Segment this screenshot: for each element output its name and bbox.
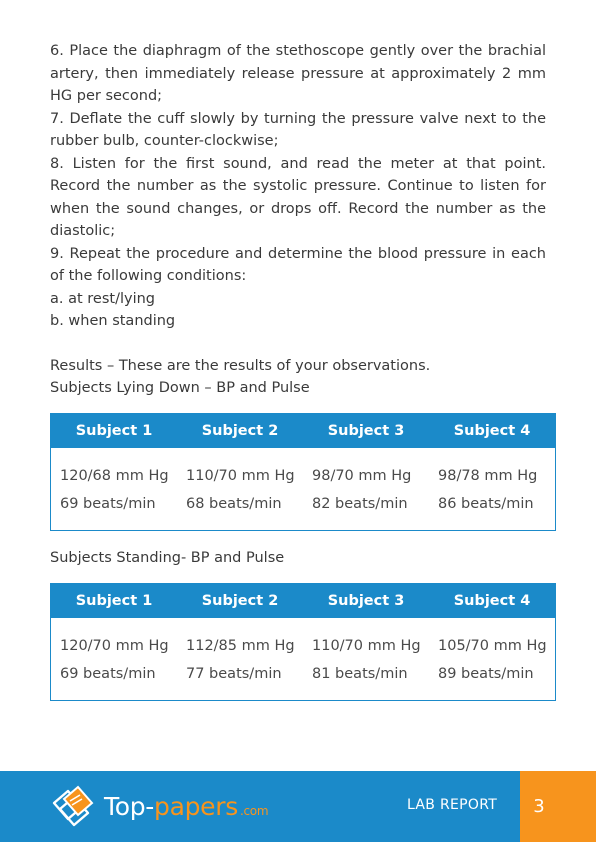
- results-block: [50, 355, 546, 399]
- table-cell: 82 beats/min: [312, 495, 408, 512]
- lying-header-subject-4: Subject 4: [453, 422, 531, 439]
- logo-main: Top-: [104, 791, 155, 821]
- step-8: 8. Listen for the first sound, and read the meter at that point. Record the number as the systolic pressure. Continue to listen for when the sound changes, or drops off. Record the number as the diastolic;: [50, 155, 546, 239]
- table-cell: 98/70 mm Hg: [312, 467, 412, 484]
- standing-table-header: [51, 584, 555, 618]
- logo-tld: .com: [239, 803, 269, 818]
- table-cell: 110/70 mm Hg: [312, 638, 421, 654]
- table-cell: 105/70 mm Hg: [438, 638, 547, 654]
- table-cell: 68 beats/min: [186, 495, 282, 512]
- table-row: [51, 462, 555, 490]
- logo-accent: papers: [154, 791, 238, 821]
- table-cell: 81 beats/min: [312, 666, 408, 682]
- step-9: 9. Repeat the procedure and determine the blood pressure in each of the following conditions:: [50, 245, 546, 284]
- brand-logo[interactable]: [48, 783, 268, 829]
- table-cell: 120/68 mm Hg: [60, 467, 169, 484]
- standing-table: [50, 583, 556, 701]
- table-cell: 69 beats/min: [60, 495, 156, 512]
- standing-caption: Subjects Standing- BP and Pulse: [50, 549, 285, 566]
- table-cell: 86 beats/min: [438, 495, 534, 512]
- table-cell: 77 beats/min: [186, 666, 282, 682]
- table-cell: 98/78 mm Hg: [438, 467, 538, 484]
- table-row: [51, 490, 555, 518]
- standing-header-subject-2: Subject 2: [201, 593, 279, 609]
- step-6: 6. Place the diaphragm of the stethoscope gently over the brachial artery, then immediately release pressure at approximately 2 mm HG per second;: [50, 43, 546, 104]
- lying-header-subject-2: Subject 2: [201, 422, 279, 439]
- lying-table: [50, 413, 556, 531]
- standing-table-body: [51, 618, 555, 700]
- table-row: [51, 632, 555, 660]
- standing-header-subject-1: Subject 1: [75, 593, 153, 609]
- standing-header-subject-3: Subject 3: [327, 593, 405, 609]
- step-9a: a. at rest/lying: [50, 290, 156, 307]
- papers-icon: [48, 783, 102, 829]
- step-7: 7. Deflate the cuff slowly by turning the pressure valve next to the rubber bulb, counter-clockwise;: [50, 110, 546, 149]
- lying-header-subject-1: Subject 1: [75, 422, 153, 439]
- page-footer: [0, 771, 596, 842]
- results-intro: Results – These are the results of your observations.: [50, 357, 431, 374]
- procedure-steps: [50, 40, 546, 333]
- table-cell: 89 beats/min: [438, 666, 534, 682]
- lying-header-subject-3: Subject 3: [327, 422, 405, 439]
- table-cell: 112/85 mm Hg: [186, 638, 295, 654]
- table-cell: 120/70 mm Hg: [60, 638, 169, 654]
- lying-caption: Subjects Lying Down – BP and Pulse: [50, 379, 310, 396]
- table-row: [51, 660, 555, 688]
- page-number: 3: [520, 771, 596, 842]
- page-content: [50, 40, 546, 701]
- logo-wordmark: [104, 792, 268, 821]
- lying-table-header: [51, 414, 555, 448]
- table-cell: 110/70 mm Hg: [186, 467, 295, 484]
- lying-table-body: [51, 448, 555, 530]
- standing-header-subject-4: Subject 4: [453, 593, 531, 609]
- step-9b: b. when standing: [50, 313, 176, 329]
- table-cell: 69 beats/min: [60, 666, 156, 682]
- report-label: LAB REPORT: [407, 797, 498, 813]
